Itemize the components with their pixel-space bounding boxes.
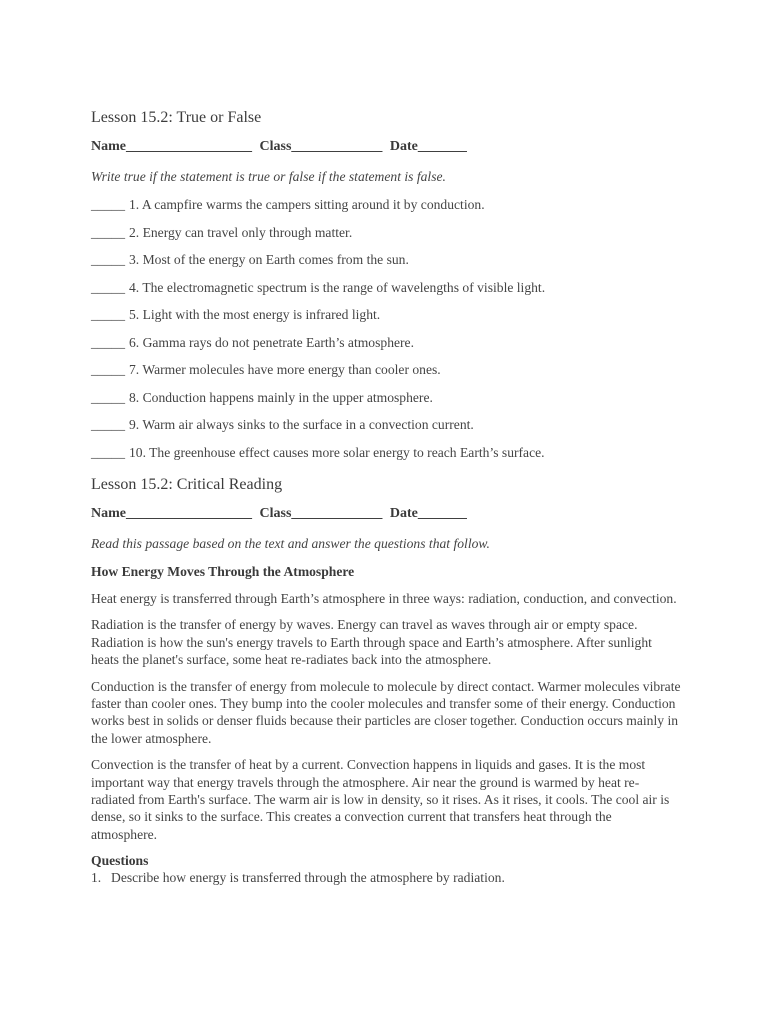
answer-blank: _____	[91, 389, 125, 405]
tf-statement: 8. Conduction happens mainly in the upper atmosphere.	[128, 389, 433, 405]
date-label: Date_______	[389, 506, 467, 521]
answer-blank: _____	[91, 279, 125, 295]
tf-statement: 5. Light with the most energy is infrared light.	[128, 307, 381, 322]
tf-item	[91, 251, 681, 269]
instructions: Read this passage based on the text and answer the questions that follow.	[91, 536, 490, 551]
tf-item	[91, 306, 681, 324]
passage-paragraph: Conduction is the transfer of energy from molecule to molecule by direct contact. Warmer molecules vibrate faster than cooler ones. They bump into the cooler molecules and transfer some of their energy. Conduction works best in solids or denser fluids because their particles are closer together. Conduction occurs mainly in the lower atmosphere.	[91, 678, 681, 746]
tf-statement: 10. The greenhouse effect causes more solar energy to reach Earth’s surface.	[128, 444, 545, 460]
date-label: Date_______	[389, 139, 467, 154]
tf-statement: 4. The electromagnetic spectrum is the range of wavelengths of visible light.	[128, 279, 546, 295]
question-item	[91, 869, 681, 886]
tf-item	[91, 361, 681, 379]
passage-paragraph: Convection is the transfer of heat by a current. Convection happens in liquids and gases. It is the most important way that energy travels through the atmosphere. Air near the ground is warmed by heat re-radiated from Earth's surface. The warm air is low in density, so it rises. As it rises, it cools. The cool air is dense, so it sinks to the surface. This creates a convection current that transfers heat through the atmosphere.	[91, 757, 670, 842]
tf-item	[91, 279, 681, 297]
tf-statement: 1. A campfire warms the campers sitting around it by conduction.	[128, 197, 485, 212]
tf-statement: 7. Warmer molecules have more energy than cooler ones.	[128, 362, 441, 377]
instructions: Write true if the statement is true or false if the statement is false.	[91, 169, 446, 184]
section-title-critical-reading: Lesson 15.2: Critical Reading	[91, 476, 283, 493]
tf-item	[91, 416, 681, 434]
name-class-date-row	[91, 138, 681, 156]
tf-item	[91, 389, 681, 407]
true-false-list	[91, 196, 681, 462]
question-number: 1.	[91, 870, 102, 886]
answer-blank: _____	[91, 444, 125, 460]
class-label: Class_____________	[259, 506, 383, 521]
answer-blank: _____	[91, 197, 125, 212]
questions-heading: Questions	[91, 853, 149, 869]
answer-blank: _____	[91, 307, 125, 322]
class-label: Class_____________	[259, 139, 383, 154]
answer-blank: _____	[91, 334, 125, 350]
answer-blank: _____	[91, 417, 125, 432]
answer-blank: _____	[91, 252, 125, 267]
answer-blank: _____	[91, 224, 125, 240]
tf-item	[91, 444, 681, 462]
passage-title: How Energy Moves Through the Atmosphere	[91, 564, 355, 579]
answer-blank: _____	[91, 362, 125, 377]
worksheet-page	[91, 108, 681, 886]
name-label: Name__________________	[91, 506, 252, 521]
tf-item	[91, 224, 681, 242]
passage-paragraph: Radiation is the transfer of energy by waves. Energy can travel as waves through air or empty space. Radiation is how the sun's energy travels to Earth through space and Earth’s atmosphere. After sunlight heats the planet's surface, some heat re-radiates back into the atmosphere.	[91, 617, 652, 668]
question-text: Describe how energy is transferred through the atmosphere by radiation.	[111, 870, 505, 886]
section-title-true-false: Lesson 15.2: True or False	[91, 109, 262, 126]
name-class-date-row	[91, 505, 681, 523]
name-label: Name__________________	[91, 139, 252, 154]
tf-item	[91, 196, 681, 214]
passage-paragraph: Heat energy is transferred through Earth’s atmosphere in three ways: radiation, conduction, and convection.	[91, 591, 677, 606]
tf-statement: 6. Gamma rays do not penetrate Earth’s atmosphere.	[128, 334, 414, 350]
tf-statement: 2. Energy can travel only through matter.	[128, 224, 353, 240]
tf-statement: 9. Warm air always sinks to the surface in a convection current.	[128, 417, 474, 432]
tf-item	[91, 334, 681, 352]
tf-statement: 3. Most of the energy on Earth comes from the sun.	[128, 252, 409, 267]
